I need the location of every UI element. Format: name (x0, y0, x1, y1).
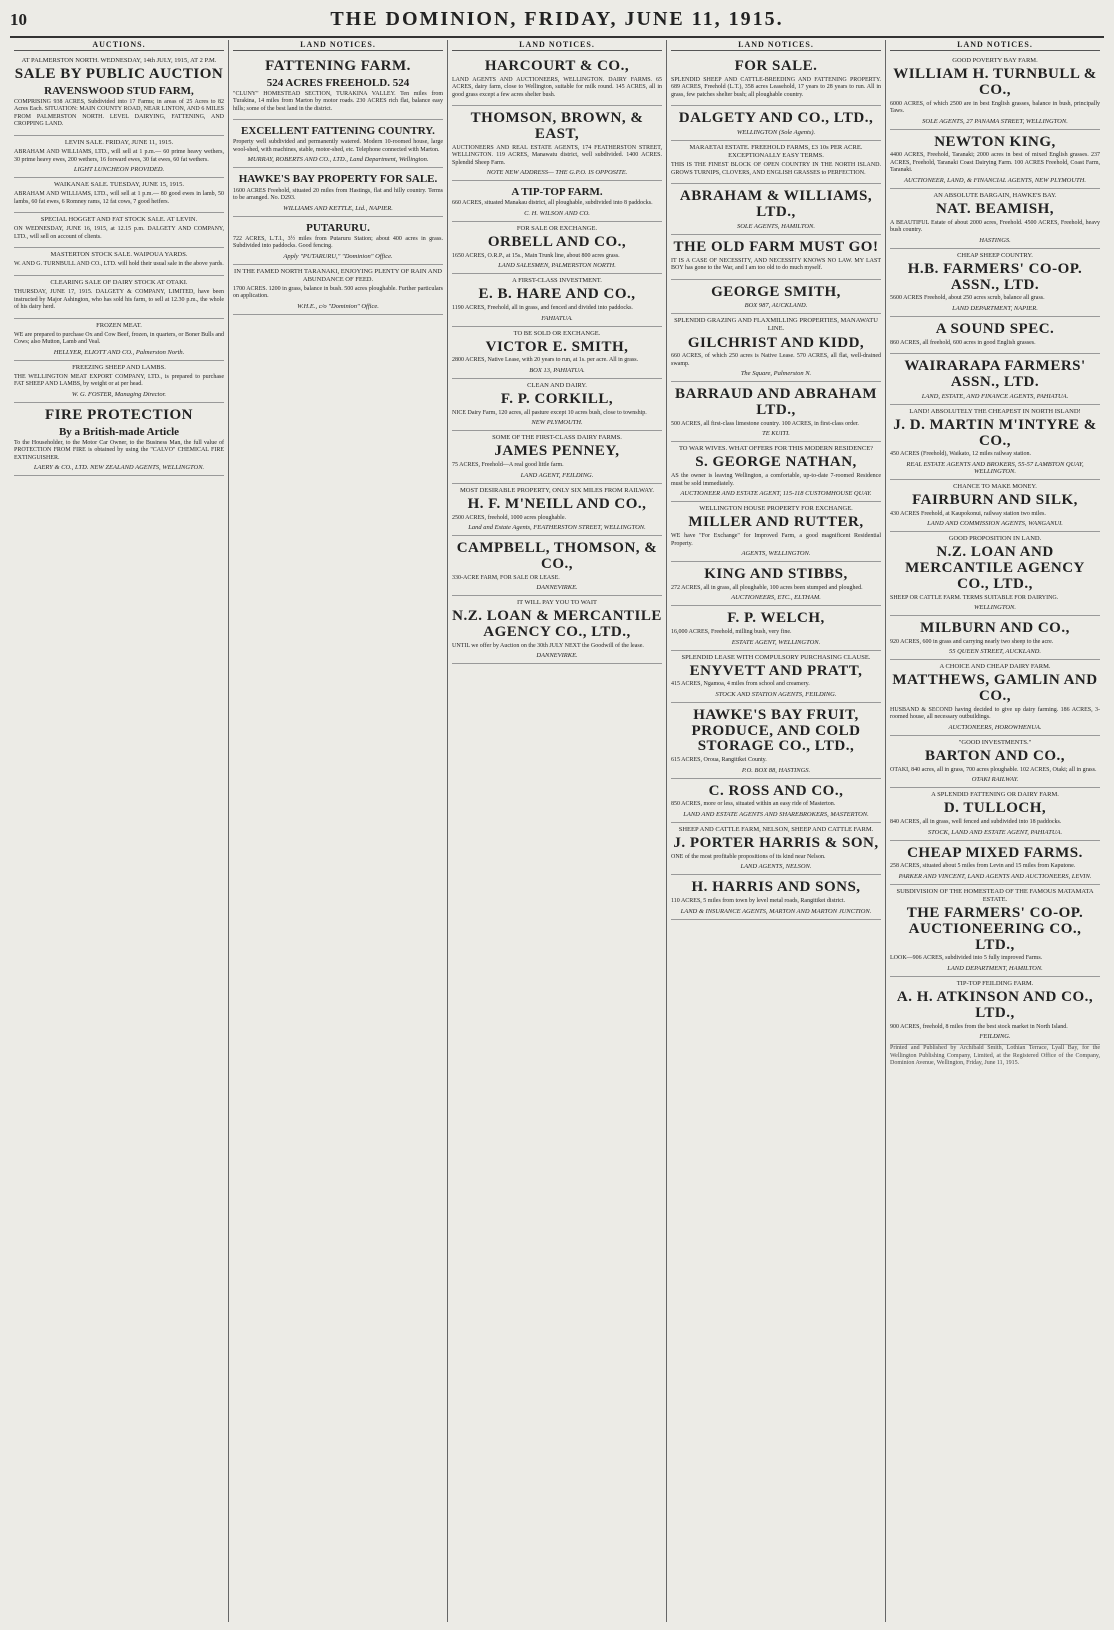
ad-headline: FIRE PROTECTION (45, 406, 193, 423)
ad-body-text: 1190 ACRES, Freehold, all in grass, and fenced and divided into paddocks. (452, 305, 633, 312)
advertisement (14, 178, 224, 213)
ad-body-text: HUSBAND & SECOND having decided to give up dairy farming. 186 ACRES, 3-roomed house, all necessary outbuildings. (890, 706, 1100, 721)
ad-signature: NEW PLYMOUTH. (531, 419, 583, 427)
ad-signature: 55 QUEEN STREET, AUCKLAND. (948, 648, 1042, 656)
column-1 (10, 40, 229, 1622)
ad-signature: LAND AGENT, FEILDING. (520, 471, 594, 479)
ad-signature: WILLIAMS AND KETTLE, Ltd., NAPIER. (283, 204, 393, 212)
advertisement (14, 319, 224, 361)
ad-signature: BOX 987, AUCKLAND. (744, 302, 808, 310)
ad-signature: BOX 13, PAHIATUA. (529, 366, 585, 374)
advertisement (14, 213, 224, 248)
ad-kicker: FREEZING SHEEP AND LAMBS. (72, 363, 166, 371)
ad-kicker: TO BE SOLD OR EXCHANGE. (513, 329, 601, 337)
ad-signature: ESTATE AGENT, WELLINGTON. (731, 638, 821, 646)
ad-headline: D. TULLOCH, (943, 800, 1047, 817)
ad-body-text: LAND AGENTS AND AUCTIONEERS, WELLINGTON. DAIRY FARMS. 65 ACRES, dairy farm, close to Wellington, suitable for milk round. 145 ACRES, all in good grass except a few acres shelter bush. (452, 76, 662, 98)
advertisement (452, 484, 662, 536)
ad-headline: NAT. BEAMISH, (935, 201, 1055, 217)
ad-headline: MILBURN AND CO., (920, 620, 1070, 636)
ad-body-text: 1600 ACRES Freehold, situated 20 miles from Hastings, flat and hilly country. Terms to be arranged. No. D293. (233, 187, 443, 202)
advertisement (452, 596, 662, 664)
ad-body-text: 500 ACRES, all first-class limestone country. 100 ACRES, in first-class order. (671, 420, 859, 427)
ad-headline: ABRAHAM & WILLIAMS, LTD., (679, 188, 873, 220)
ad-body-text: 722 ACRES, L.T.I., 3½ miles from Putaruru Station; about 400 acres in grass. Subdivided into paddocks. Good fencing. (233, 235, 443, 250)
ad-headline: N.Z. LOAN AND MERCANTILE AGENCY CO., LTD., (905, 544, 1085, 592)
ad-signature: AUCTIONEERS, ETC., ELTHAM. (731, 594, 821, 602)
imprint: Printed and Published by Archibald Smith, Lothian Terrace, Lyall Bay, for the Wellington Publishing Company, Limited, at the Registered Office of the Company, Dominion Avenue, Wellington, Friday, June 11, 1915. (890, 1045, 1100, 1066)
advertisement (452, 431, 662, 483)
advertisement (452, 106, 662, 181)
advertisement (671, 875, 881, 919)
ad-kicker: MOST DESIRABLE PROPERTY, ONLY SIX MILES FROM RAILWAY. (460, 486, 654, 494)
advertisement (14, 136, 224, 178)
ad-body-text: OTAKI, 840 acres, all in grass, 700 acres ploughable. 102 ACRES, Otaki; all in grass. (890, 766, 1097, 773)
ad-headline: ORBELL AND CO., (487, 233, 627, 250)
column-5 (886, 40, 1104, 1622)
advertisement (890, 189, 1100, 249)
advertisement (890, 317, 1100, 354)
column-2 (229, 40, 448, 1622)
advertisement (671, 606, 881, 650)
ad-signature: NOTE NEW ADDRESS— THE G.P.O. IS OPPOSITE. (486, 169, 628, 177)
advertisement (233, 54, 443, 120)
ad-headline: GILCHRIST AND KIDD, (687, 334, 865, 351)
ad-headline: F. P. CORKILL, (500, 391, 614, 408)
ad-signature: LAND AND COMMISSION AGENTS, WANGANUI. (927, 520, 1063, 528)
ad-body-text: 840 ACRES, all in grass, well fenced and subdivided into 18 paddocks. (890, 819, 1062, 826)
ad-signature: LIGHT LUNCHEON PROVIDED. (73, 166, 165, 174)
advertisement (671, 651, 881, 703)
advertisement (671, 314, 881, 382)
advertisement (452, 379, 662, 431)
ad-kicker: CLEAN AND DAIRY. (527, 381, 587, 389)
ad-body-text: 450 ACRES (Freehold), Waikato, 12 miles railway station. (890, 451, 1032, 458)
ad-headline: J. D. MARTIN M'INTYRE & CO., (893, 416, 1097, 449)
ad-body-text: W. AND G. TURNBULL AND CO., LTD. will hold their usual sale in the above yards. (14, 261, 224, 268)
ad-body-text: A BEAUTIFUL Estate of about 2000 acres, Freehold. 4500 ACRES, Freehold, heavy bush country. (890, 219, 1100, 234)
ad-signature: AUCTIONEERS, HOROWHENUA. (948, 723, 1042, 731)
ad-headline: CAMPBELL, THOMSON, & CO., (456, 540, 658, 572)
ad-headline: E. B. HARE AND CO., (478, 286, 636, 303)
ad-signature: OTAKI RAILWAY. (971, 776, 1019, 784)
page-title: THE DOMINION, FRIDAY, JUNE 11, 1915. (330, 8, 784, 30)
ad-headline: CHEAP MIXED FARMS. (907, 844, 1083, 861)
ad-subheadline: EXCELLENT FATTENING COUNTRY. (241, 125, 435, 138)
ad-body-text: ON WEDNESDAY, JUNE 16, 1915, at 12.15 p.m. DALGETY AND COMPANY, LTD., will sell on account of clients. (14, 226, 224, 240)
ad-kicker: AN ABSOLUTE BARGAIN, HAWKE'S BAY. (933, 191, 1057, 199)
ad-headline: GEORGE SMITH, (711, 283, 841, 300)
advertisement (233, 217, 443, 265)
ad-signature: C. H. WILSON AND CO. (524, 209, 590, 217)
ad-headline: H. HARRIS AND SONS, (691, 879, 861, 896)
ad-body-text: 615 ACRES, Oroua, Rangitikei County. (671, 757, 767, 764)
advertisement (890, 885, 1100, 977)
advertisement (671, 823, 881, 875)
ad-signature: AUCTIONEER, LAND, & FINANCIAL AGENTS, NEW PLYMOUTH. (903, 176, 1086, 184)
ad-headline: HARCOURT & CO., (484, 58, 630, 74)
ad-signature: W. G. FOSTER, Managing Director. (71, 390, 167, 398)
ad-signature: LAND DEPARTMENT, HAMILTON. (947, 964, 1043, 972)
column-heading: LAND NOTICES. (890, 40, 1100, 51)
ad-headline: MATTHEWS, GAMLIN AND CO., (892, 672, 1098, 705)
ad-kicker: CHEAP SHEEP COUNTRY. (957, 251, 1033, 259)
ad-body-text: LOOK—906 ACRES, subdivided into 5 fully improved Farms. (890, 955, 1043, 962)
ad-kicker: SPLENDID LEASE WITH COMPULSORY PURCHASING CLAUSE. (681, 653, 871, 661)
advertisement (890, 660, 1100, 736)
ad-signature: W.H.E., c/o "Dominion" Office. (297, 302, 379, 310)
ad-kicker: A FIRST-CLASS INVESTMENT. (512, 277, 602, 285)
advertisement (452, 181, 662, 222)
ad-body-text: THIS IS THE FINEST BLOCK OF OPEN COUNTRY IN THE NORTH ISLAND. GROWS TURNIPS, CLOVERS, AND ENGLISH GRASSES to PERFECTION. (671, 162, 881, 176)
advertisement (452, 536, 662, 596)
ad-body-text: IT IS A CASE OF NECESSITY, AND NECESSITY KNOWS NO LAW. MY LAST BOY has gone to the War, and I am too old to do much myself. (671, 257, 881, 271)
advertisement (452, 274, 662, 326)
ad-body-text: 900 ACRES, freehold, 8 miles from the best stock market in North Island. (890, 1023, 1068, 1030)
advertisement (890, 354, 1100, 405)
ad-headline: J. PORTER HARRIS & SON, (673, 835, 879, 851)
advertisement (671, 54, 881, 106)
ad-headline: F. P. WELCH, (727, 610, 825, 627)
ad-signature: HELLYER, ELIOTT AND CO., Palmerston North. (53, 348, 185, 356)
ad-headline: FAIRBURN AND SILK, (912, 491, 1078, 508)
ad-signature: STOCK AND STATION AGENTS, FEILDING. (715, 690, 837, 698)
column-3 (448, 40, 667, 1622)
ad-body-text: THURSDAY, JUNE 17, 1915. DALGETY & COMPANY, LIMITED, have been instructed by Major Ashington, who has sold his farm, to sell at 12.30 p.m., the whole of his dairy herd. (14, 289, 224, 311)
ad-kicker: MARAETAI ESTATE. FREEHOLD FARMS, £3 10s PER ACRE. EXCEPTIONALLY EASY TERMS. (689, 144, 863, 160)
ad-signature: DANNEVIRKE. (536, 652, 578, 660)
advertisement (233, 168, 443, 216)
ad-headline: HAWKE'S BAY FRUIT, PRODUCE, AND COLD STORAGE CO., LTD., (691, 706, 861, 755)
ad-signature: The Square, Palmerston N. (740, 370, 812, 378)
ad-body-text: COMPRISING 938 ACRES, Subdivided into 17 Farms; in areas of 25 Acres to 82 Acres Each. SITUATION: MAIN COUNTY ROAD, NEAR LINTON, AND 6 MILES FROM PALMERSTON NORTH. LEVEL DAIRYING, FATTENING, AND CROPPING LAND. (14, 98, 224, 128)
ad-kicker: SOME OF THE FIRST-CLASS DAIRY FARMS. (492, 434, 622, 442)
ad-body-text: 2500 ACRES, freehold, 1000 acres ploughable. (452, 514, 566, 521)
advertisement (233, 120, 443, 168)
advertisement (890, 736, 1100, 788)
advertisement (671, 141, 881, 184)
ad-signature: AUCTIONEER AND ESTATE AGENT, 115-118 CUSTOMHOUSE QUAY. (680, 490, 872, 498)
ad-body-text: 330-ACRE FARM, FOR SALE OR LEASE. (452, 574, 560, 581)
advertisement (671, 442, 881, 502)
ad-body-text: 415 ACRES, Ngamoa, 4 miles from school and creamery. (671, 681, 810, 688)
advertisement (890, 532, 1100, 616)
ad-headline: JAMES PENNEY, (494, 443, 620, 460)
ad-signature: LAERY & CO., LTD. NEW ZEALAND AGENTS, WELLINGTON. (33, 464, 205, 472)
ad-signature: LAND AND ESTATE AGENTS AND SHAREBROKERS, MASTERTON. (683, 810, 869, 818)
ad-headline: ENYVETT AND PRATT, (689, 662, 863, 679)
ad-kicker: A SPLENDID FATTENING OR DAIRY FARM. (931, 791, 1059, 799)
ad-body-text: ONE of the most profitable propositions of its kind near Nelson. (671, 853, 826, 860)
advertisement (890, 977, 1100, 1045)
advertisement (452, 222, 662, 274)
ad-subheadline: RAVENSWOOD STUD FARM, (44, 84, 194, 97)
advertisement (14, 361, 224, 403)
ad-signature: LAND DEPARTMENT, NAPIER. (952, 304, 1038, 312)
advertisement (452, 54, 662, 106)
ad-kicker: SUBDIVISION OF THE HOMESTEAD OF THE FAMOUS MATAMATA ESTATE. (896, 887, 1094, 903)
ad-signature: LAND & INSURANCE AGENTS, MARTON AND MARTON JUNCTION. (680, 907, 872, 915)
ad-body-text: NICE Dairy Farm, 120 acres, all pasture except 10 acres bush, close to township. (452, 409, 647, 416)
ad-headline: A. H. ATKINSON AND CO., LTD., (896, 989, 1094, 1021)
ad-headline: FATTENING FARM. (265, 58, 411, 74)
ad-kicker: IT WILL PAY YOU TO WAIT (517, 599, 597, 607)
ad-kicker: LAND! ABSOLUTELY THE CHEAPEST IN NORTH ISLAND! (909, 407, 1081, 415)
ad-body-text: 75 ACRES, Freehold—A real good little farm. (452, 462, 564, 469)
ad-headline: KING AND STIBBS, (704, 566, 848, 582)
advertisement (890, 841, 1100, 885)
ad-headline: SALE BY PUBLIC AUCTION (14, 66, 224, 83)
page-number: 10 (10, 10, 27, 29)
masthead (10, 8, 1104, 38)
ad-body-text: 16,000 ACRES, Freehold, milling bush, very fine. (671, 629, 792, 635)
ad-body-text: WE are prepared to purchase Ox and Cow Beef, frozen, in quarters, or Boner Bulls and Cows; also Mutton, Lamb and Veal. (14, 331, 224, 346)
ad-subheadline: 524 ACRES FREEHOLD. 524 (266, 76, 410, 89)
ad-signature: HASTINGS. (979, 236, 1011, 244)
ad-signature: WELLINGTON. (974, 604, 1016, 611)
ad-kicker: IN THE FAMED NORTH TARANAKI, ENJOYING PLENTY OF RAIN AND ABUNDANCE OF FEED. (234, 267, 442, 283)
ad-body-text: 1650 ACRES, O.R.P., at 15s., Main Trunk line, about 800 acres grass. (452, 252, 620, 259)
ad-body-text: AUCTIONEERS AND REAL ESTATE AGENTS, 174 FEATHERSTON STREET, WELLINGTON. 119 ACRES, Manawatu district, well subdivided. 1400 ACRES. Splendid Sheep Farm. (452, 144, 662, 166)
ad-kicker: A CHOICE AND CHEAP DAIRY FARM. (939, 663, 1051, 671)
ad-body-text: Property well subdivided and permanently watered. Modern 10-roomed house, large wool-shed, with machines, stable, motor-shed, etc. Telephone connected with Marton. (233, 139, 443, 153)
ad-body-text: 430 ACRES Freehold, at Kaupokonui, railway station two miles. (890, 510, 1046, 517)
ad-signature: TE KUITI. (762, 430, 790, 438)
ad-signature: P.O. BOX 88, HASTINGS. (741, 766, 811, 774)
ad-headline: DALGETY AND CO., LTD., (678, 110, 874, 127)
ad-body-text: 4400 ACRES, Freehold, Taranaki; 2000 acres in best of mixed English grasses. 237 ACRES, Freehold, Taranaki Coast Dairying Farm. 100 ACRES Freehold, Coast Farm, Taranaki. (890, 152, 1100, 174)
ad-kicker: WAIKANAE SALE. TUESDAY, JUNE 15, 1915. (53, 181, 185, 189)
advertisement (14, 403, 224, 476)
ad-body-text: 660 ACRES, situated Manakau district, all ploughable, subdivided into 8 paddocks. (452, 200, 653, 207)
advertisement (671, 235, 881, 280)
ad-signature: SOLE AGENTS, HAMILTON. (736, 222, 815, 230)
advertisement (890, 405, 1100, 480)
ad-headline: NEWTON KING, (934, 133, 1056, 150)
ad-kicker: TO WAR WIVES. WHAT OFFERS FOR THIS MODERN RESIDENCE? (678, 445, 874, 453)
ad-signature: FEILDING. (979, 1033, 1011, 1040)
ad-body-text: 1700 ACRES. 1200 in grass, balance in bush. 500 acres ploughable. Further particulars on application. (233, 285, 443, 300)
column-heading: LAND NOTICES. (452, 40, 662, 51)
ad-kicker: SPECIAL HOGGET AND FAT STOCK SALE. AT LEVIN. (40, 216, 198, 224)
ad-body-text: 272 ACRES, all in grass, all ploughable, 100 acres been stumped and ploughed. (671, 584, 863, 591)
ad-signature: FAHIATUA. (541, 314, 573, 322)
advertisement (14, 54, 224, 136)
ad-kicker: CLEARING SALE OF DAIRY STOCK AT OTAKI. (50, 278, 188, 286)
ad-kicker: FOR SALE OR EXCHANGE. (516, 224, 598, 232)
column-heading: LAND NOTICES. (671, 40, 881, 51)
ad-headline: WAIRARAPA FARMERS' ASSN., LTD. (904, 358, 1086, 390)
ad-headline: C. ROSS AND CO., (708, 782, 844, 799)
ad-signature: Apply "PUTARURU," "Dominion" Office. (283, 252, 393, 260)
advertisement (671, 280, 881, 315)
ad-body-text: AS the owner is leaving Wellington, a comfortable, up-to-date 7-roomed Residence must be sold immediately. (671, 473, 881, 487)
ad-headline: H.B. FARMERS' CO-OP. ASSN., LTD. (907, 260, 1083, 293)
ad-subheadline: A TIP-TOP FARM. (511, 186, 603, 199)
ad-body-text: "CLUNY" HOMESTEAD SECTION, TURAKINA VALLEY. Ten miles from Turakina, 14 miles from Marton by motor roads. 230 ACRES rich flat, balance easy hills; some of the best land in the district. (233, 90, 443, 112)
ad-kicker: TIP-TOP FEILDING FARM. (956, 979, 1034, 987)
advertisement (14, 248, 224, 276)
ad-body-text: UNTIL we offer by Auction on the 30th JULY NEXT the Goodwill of the lease. (452, 642, 644, 649)
ad-signature: LAND AGENTS, NELSON. (740, 863, 812, 871)
advertisement (671, 184, 881, 235)
advertisement (671, 502, 881, 562)
ad-signature: MURRAY, ROBERTS AND CO., LTD., Land Department, Wellington. (247, 156, 429, 164)
ad-headline: BARTON AND CO., (924, 748, 1066, 764)
ad-kicker: SPLENDID GRAZING AND FLAXMILLING PROPERTIES, MANAWATU LINE. (674, 317, 878, 333)
ad-kicker: GOOD POVERTY BAY FARM. (952, 57, 1038, 64)
ad-body-text: WE have "For Exchange" for Improved Farm, a good magnificent Residential Property. (671, 533, 881, 547)
ad-subheadline: PUTARURU. (306, 221, 370, 234)
ad-signature: REAL ESTATE AGENTS AND BROKERS, 55-57 LAMBTON QUAY, WELLINGTON. (906, 460, 1084, 475)
ad-headline: MILLER AND RUTTER, (688, 514, 864, 531)
ad-signature: LAND SALESMEN, PALMERSTON NORTH. (498, 262, 616, 270)
ad-subheadline: HAWKE'S BAY PROPERTY FOR SALE. (238, 173, 438, 186)
ad-signature: SOLE AGENTS, 27 PANAMA STREET, WELLINGTON. (922, 117, 1068, 125)
advertisement (233, 265, 443, 315)
ad-signature: LAND, ESTATE, AND FINANCE AGENTS, PAHIATUA. (921, 392, 1069, 400)
ad-signature: PARKER AND VINCENT, LAND AGENTS AND AUCTIONEERS, LEVIN. (898, 872, 1092, 880)
ad-subheadline: By a British-made Article (58, 425, 180, 438)
ad-body-text: 2800 ACRES, Native Lease, with 20 years to run, at 1s. per acre. All in grass. (452, 357, 639, 364)
ad-headline: A SOUND SPEC. (935, 320, 1055, 337)
ad-body-text: SHEEP OR CATTLE FARM. TERMS SUITABLE FOR DAIRYING. (890, 594, 1059, 601)
advertisement (890, 130, 1100, 189)
ad-body-text: ABRAHAM AND WILLIAMS, LTD., will sell at 1 p.m.— 60 prime heavy wethers, 30 prime heavy ewes, 200 wethers, 16 forward ewes, 30 fat ewes, 60 fat wethers. (14, 149, 224, 163)
ad-headline: N.Z. LOAN & MERCANTILE AGENCY CO., LTD., (452, 608, 662, 640)
ad-headline: BARRAUD AND ABRAHAM LTD., (674, 386, 877, 418)
ad-kicker: GOOD PROPOSITION IN LAND. (948, 535, 1042, 543)
advertisement (890, 54, 1100, 130)
column-heading: LAND NOTICES. (233, 40, 443, 51)
ad-body-text: SPLENDID SHEEP AND CATTLE-BREEDING AND FATTENING PROPERTY. 689 ACRES, Freehold (L.T.), 358 acres Leasehold, 17 years to 28 years to run. All in grass, few patches shelter bush; all ploughable country. (671, 76, 881, 98)
ad-headline: H. F. M'NEILL AND CO., (467, 495, 647, 512)
ad-body-text: 860 ACRES, all freehold, 600 acres in good English grasses. (890, 339, 1036, 346)
ad-kicker: MASTERTON STOCK SALE. WAIPOUA YARDS. (50, 251, 188, 259)
column-heading: AUCTIONS. (14, 40, 224, 51)
advertisement (14, 276, 224, 319)
advertisement (671, 382, 881, 442)
advertisement (890, 788, 1100, 840)
ad-kicker: "GOOD INVESTMENTS." (958, 738, 1032, 746)
ad-signature: WELLINGTON (Sole Agents). (736, 129, 816, 136)
advertisement (890, 480, 1100, 532)
ad-signature: Land and Estate Agents, FEATHERSTON STREET, WELLINGTON. (468, 524, 646, 532)
ad-signature: DANNEVIRKE. (536, 584, 578, 592)
advertisement (452, 327, 662, 379)
ad-body-text: THE WELLINGTON MEAT EXPORT COMPANY, LTD., is prepared to purchase FAT SHEEP AND LAMBS, by weight or at per head. (14, 373, 224, 388)
advertisement (671, 562, 881, 606)
ad-headline: S. GEORGE NATHAN, (695, 454, 857, 471)
ad-headline: THE FARMERS' CO-OP. AUCTIONEERING CO., LTD., (906, 905, 1084, 953)
columns (10, 40, 1104, 1622)
ad-body-text: ABRAHAM AND WILLIAMS, LTD., will sell at 1 p.m.— 80 good ewes in lamb, 50 lambs, 60 fat ewes, 6 Romney rams, 12 fat cows, 7 good heifers. (14, 191, 224, 205)
advertisement (890, 616, 1100, 660)
column-4 (667, 40, 886, 1622)
ad-body-text: 920 ACRES, 600 in grass and carrying nearly two sheep to the acre. (890, 638, 1054, 645)
ad-signature: STOCK, LAND AND ESTATE AGENT, PAHIATUA. (927, 828, 1063, 836)
ad-body-text: 5600 ACRES Freehold, about 250 acres scrub, balance all grass. (890, 295, 1045, 302)
ad-kicker: CHANCE TO MAKE MONEY. (953, 482, 1037, 490)
ad-headline: VICTOR E. SMITH, (485, 338, 629, 355)
ad-body-text: 258 ACRES, situated about 5 miles from Levin and 15 miles from Kaputone. (890, 863, 1076, 870)
ad-kicker: AT PALMERSTON NORTH. WEDNESDAY, 14th JULY, 1915, AT 2 P.M. (21, 57, 217, 64)
ad-kicker: SHEEP AND CATTLE FARM, NELSON, SHEEP AND CATTLE FARM. (678, 825, 874, 833)
ad-kicker: FROZEN MEAT. (96, 321, 142, 329)
advertisement (671, 106, 881, 141)
ad-kicker: WELLINGTON HOUSE PROPERTY FOR EXCHANGE. (699, 505, 853, 513)
ad-body-text: To the Householder, to the Motor Car Owner, to the Business Man, the full value of PROTECTION FROM FIRE is obtained by using the "CALVO" CHEMICAL FIRE EXTINGUISHER. (14, 439, 224, 461)
advertisement (890, 249, 1100, 317)
advertisement (671, 779, 881, 823)
ad-headline: THE OLD FARM MUST GO! (673, 238, 879, 255)
ad-body-text: 660 ACRES, of which 250 acres is Native Lease. 570 ACRES, all flat, well-drained swamp. (671, 353, 881, 367)
ad-body-text: 850 ACRES, more or less, situated within an easy ride of Masterton. (671, 801, 836, 808)
ad-headline: THOMSON, BROWN, & EAST, (470, 110, 644, 142)
ad-kicker: LEVIN SALE. FRIDAY, JUNE 11, 1915. (64, 138, 174, 146)
ad-headline: WILLIAM H. TURNBULL & CO., (893, 66, 1097, 98)
ad-headline: FOR SALE. (734, 58, 818, 74)
ad-body-text: 110 ACRES, 5 miles from town by level metal roads, Rangitikei district. (671, 898, 846, 904)
ad-body-text: 6000 ACRES, of which 2500 are in best English grasses, balance in bush, principally Taws. (890, 100, 1100, 115)
ad-signature: AGENTS, WELLINGTON. (741, 550, 811, 557)
advertisement (671, 703, 881, 779)
